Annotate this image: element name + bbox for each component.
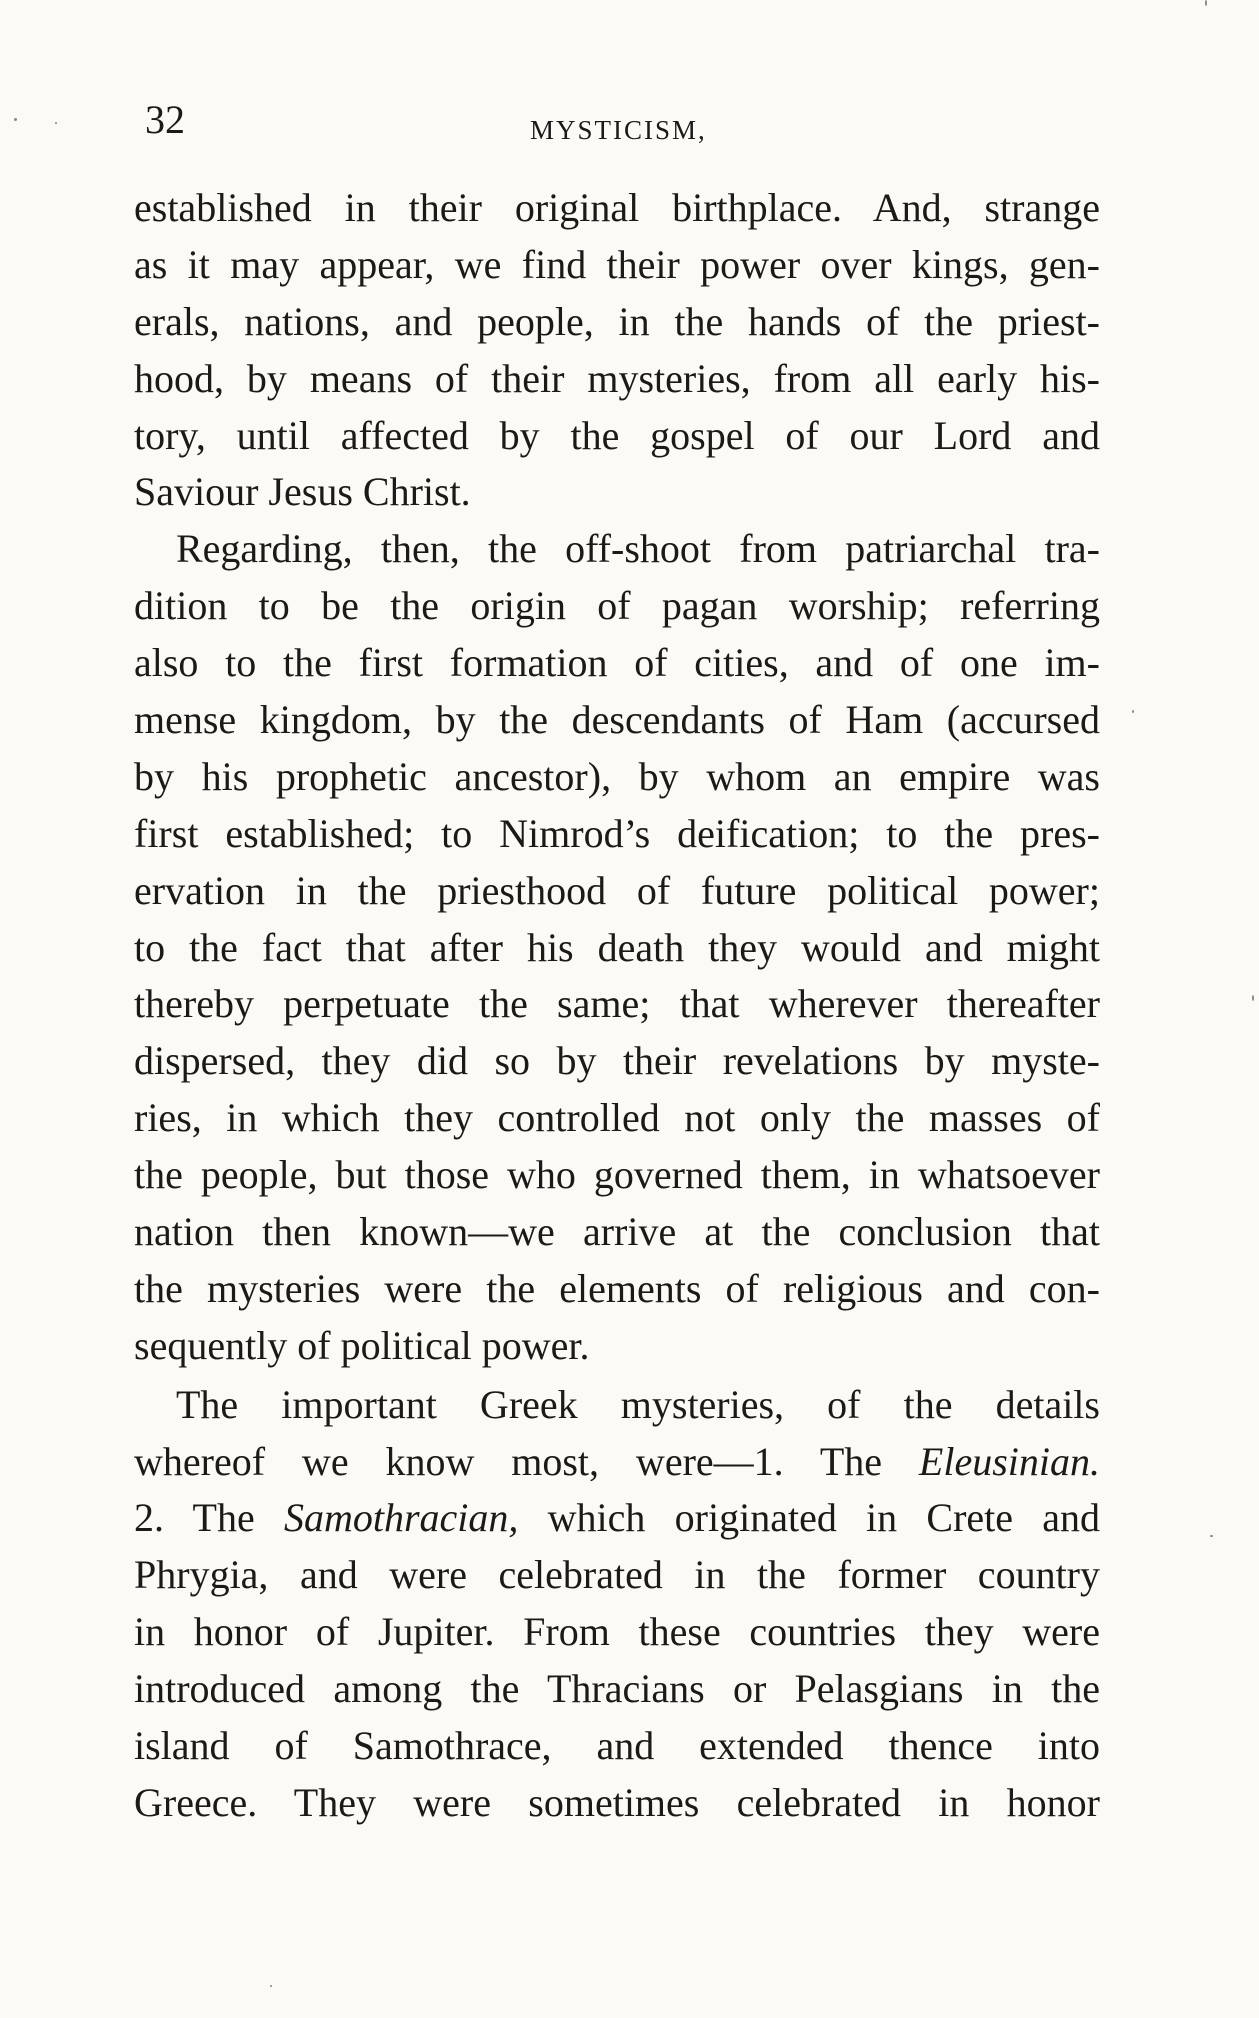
text-line: the people, but those who governed them, in whatsoever [134,1152,1100,1198]
text-line: dition to be the origin of pagan worship; referring [134,583,1100,629]
text-line: sequently of political power. [134,1322,590,1368]
page-number: 32 [145,97,185,142]
text-line: established in their original birthplace. And, strange [134,185,1100,230]
text-segment: whereof we know most, were—1. The [134,1438,883,1484]
text-line: Phrygia, and were celebrated in the former country [134,1552,1100,1598]
text-line: Saviour Jesus Christ. [134,469,471,515]
italic-term: Eleusinian. [918,1438,1101,1484]
text-line: erals, nations, and people, in the hands of the priest- [134,298,1100,344]
paper-speck [270,1985,272,1987]
paper-speck [55,122,57,124]
body-text [134,180,1100,1832]
text-line: thereby perpetuate the same; that wherever thereafter [134,981,1100,1027]
text-line: The important Greek mysteries, of the details [176,1381,1100,1427]
paper-speck [1252,995,1254,1001]
text-line: tory, until affected by the gospel of our Lord and [134,412,1100,458]
text-line [134,1434,1100,1491]
text-line: in honor of Jupiter. From these countries they were [134,1609,1100,1655]
italic-term: Samothracian, [283,1495,519,1541]
text-line: hood, by means of their mysteries, from all early his- [134,355,1100,401]
text-line: introduced among the Thracians or Pelasgians in the [134,1666,1100,1712]
text-line: as it may appear, we find their power over kings, gen- [134,241,1100,287]
text-line: the mysteries were the elements of religious and con- [134,1265,1100,1311]
paper-speck [1205,0,1207,6]
paragraph-3 [134,1377,1100,1832]
text-line [134,1490,1100,1547]
text-line: to the fact that after his death they would and might [134,924,1100,970]
paragraph-2 [134,521,1100,1374]
text-line: also to the first formation of cities, and of one im- [134,640,1100,686]
text-line: Regarding, then, the off-shoot from patriarchal tra- [176,526,1100,572]
text-line: mense kingdom, by the descendants of Ham (accursed [134,697,1100,743]
text-line: dispersed, they did so by their revelations by myste- [134,1038,1100,1084]
text-line: ries, in which they controlled not only the masses of [134,1095,1100,1141]
running-title: MYSTICISM, [530,115,707,145]
text-line: Greece. They were sometimes celebrated in honor [134,1779,1100,1825]
paper-speck [14,118,17,121]
text-line: first established; to Nimrod’s deification; to the pres- [134,810,1100,856]
paragraph-1 [134,180,1100,521]
text-segment: which originated in Crete and [547,1495,1101,1541]
paper-speck [1210,1535,1213,1537]
text-segment: 2. The [134,1495,255,1541]
text-line: ervation in the priesthood of future political power; [134,867,1100,913]
text-line: by his prophetic ancestor), by whom an empire was [134,753,1100,799]
text-line: island of Samothrace, and extended thence into [134,1723,1100,1769]
paper-speck [1132,710,1134,713]
text-line: nation then known—we arrive at the conclusion that [134,1209,1100,1255]
